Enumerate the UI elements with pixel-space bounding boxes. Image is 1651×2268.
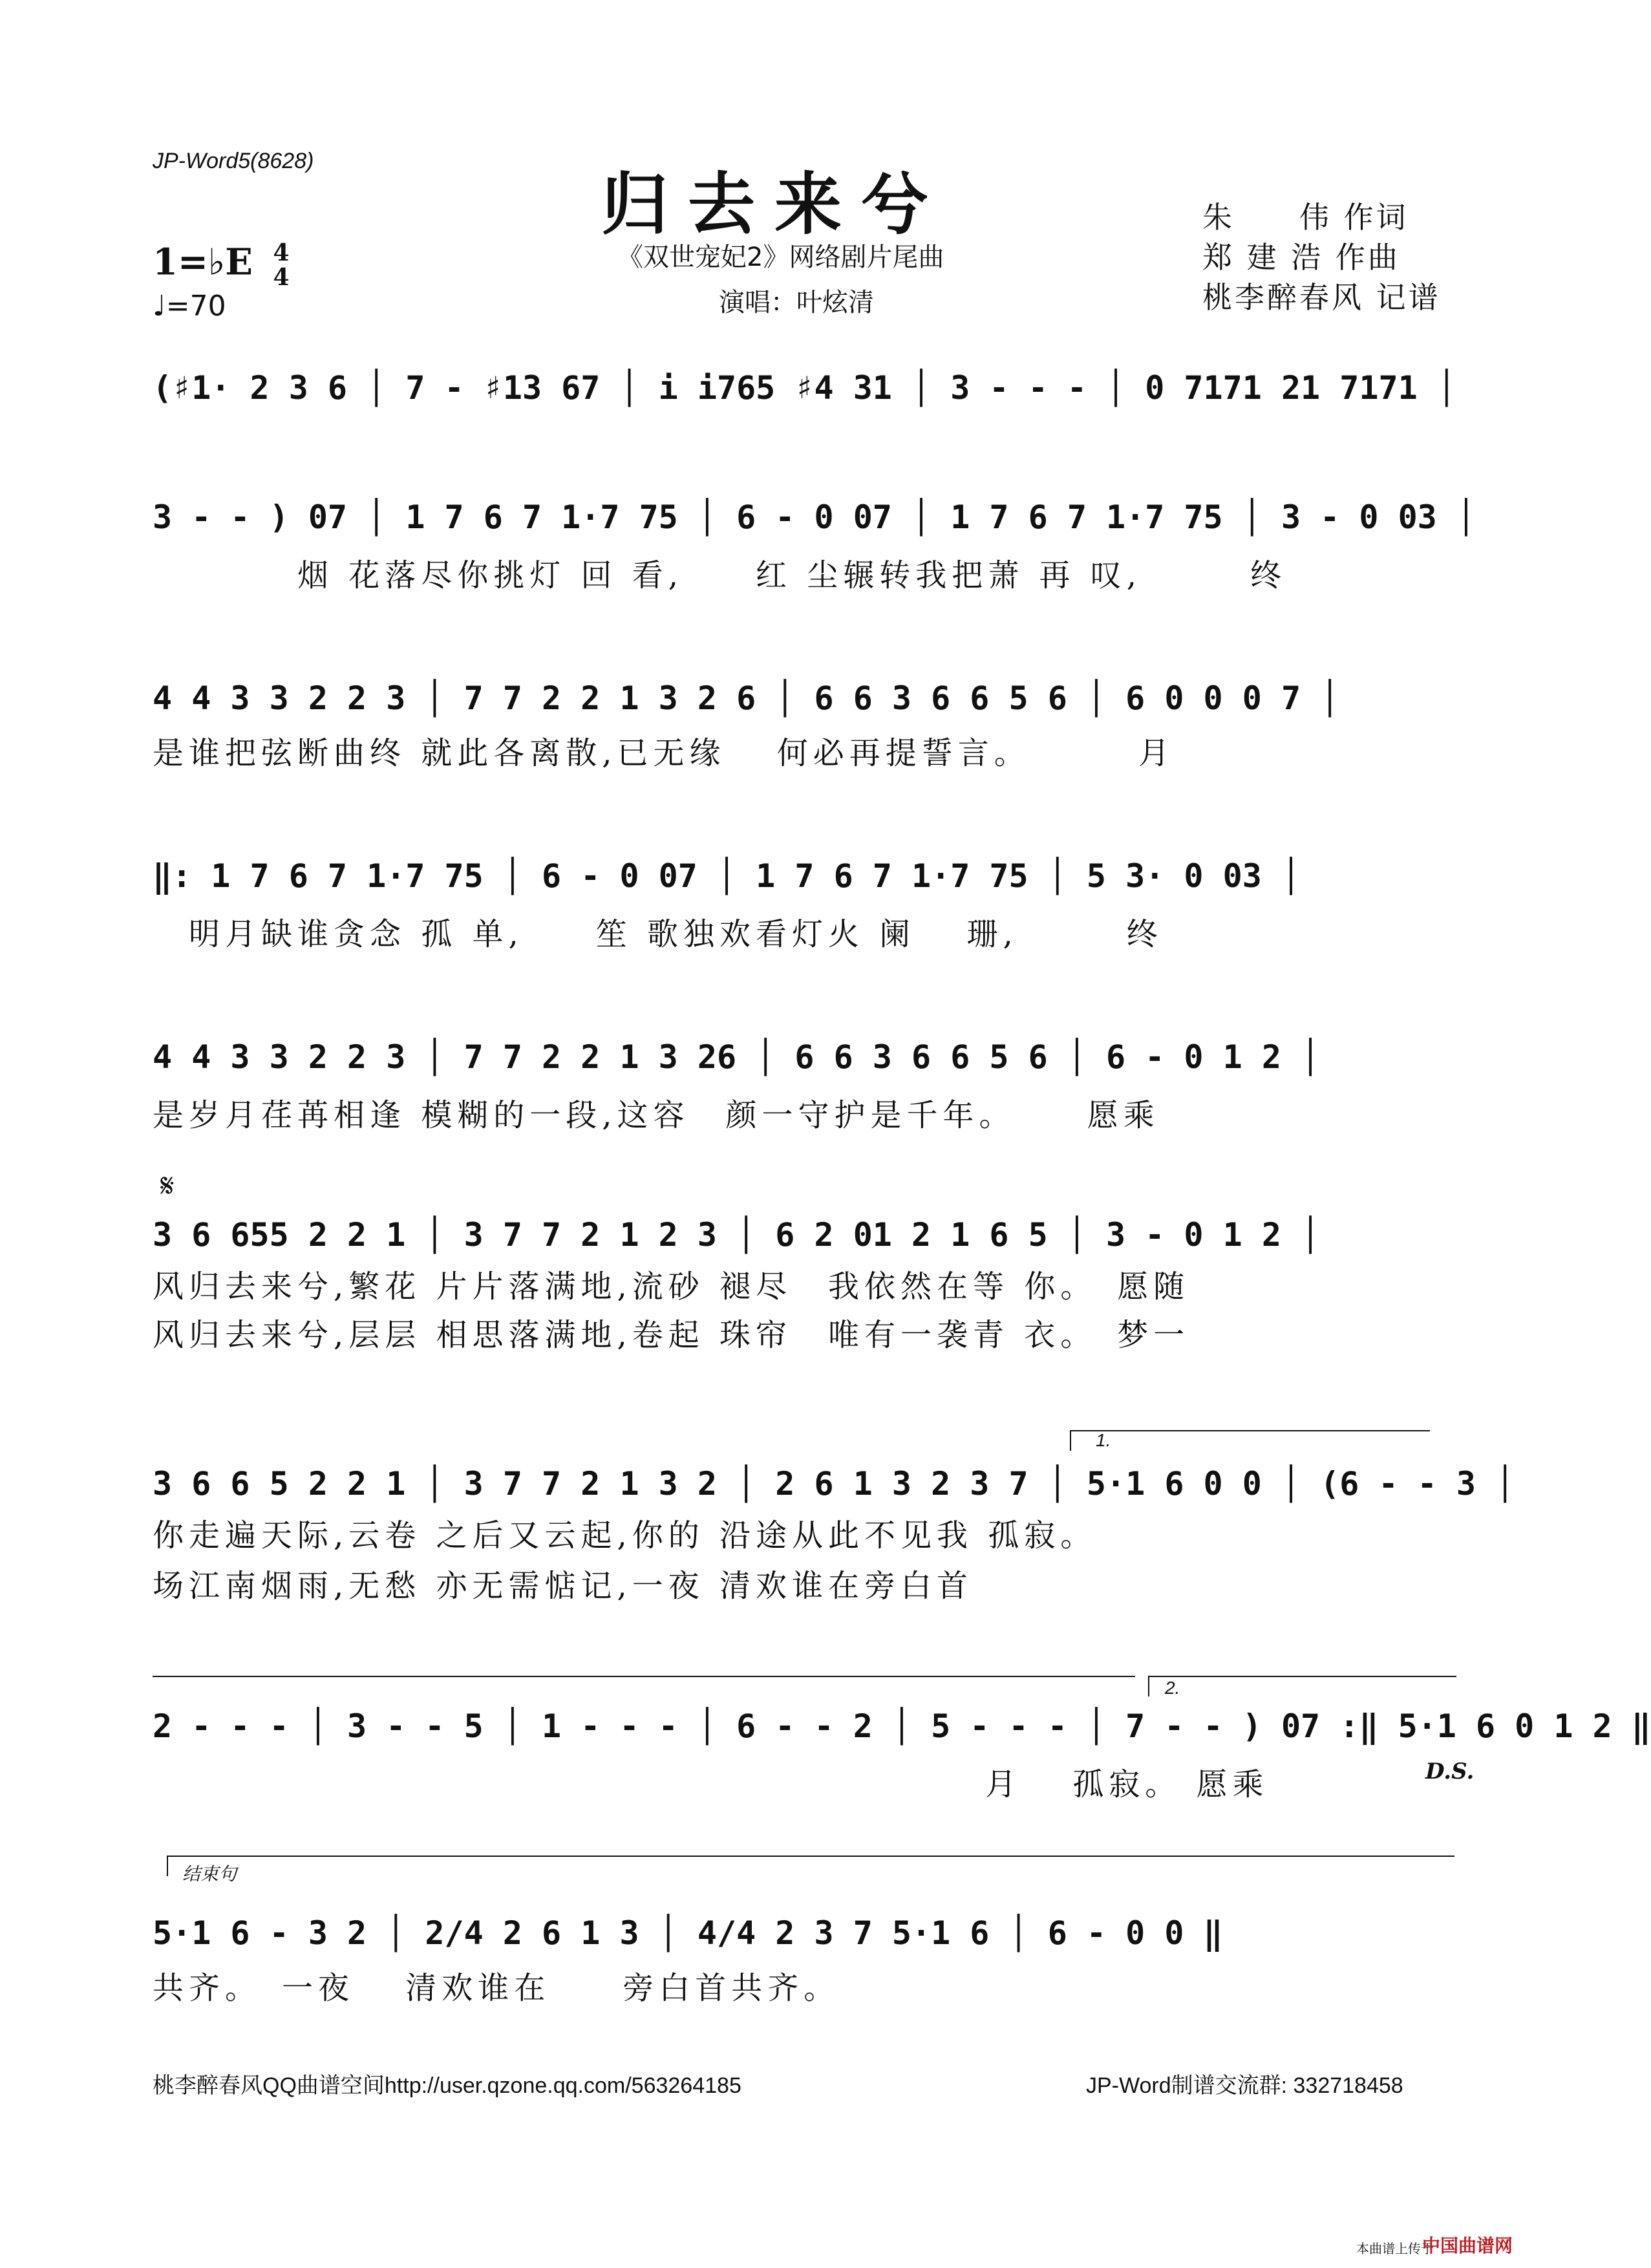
first-ending-bracket [1070, 1430, 1430, 1451]
song-title: 归去来兮 [601, 165, 948, 244]
tempo-marking: ♩=70 [153, 290, 226, 323]
notes-system-9: 5·1 6 - 3 2 │ 2/4 2 6 1 3 │ 4/4 2 3 7 5·1 6 │ 6 - 0 0 ‖ [153, 1914, 1223, 1952]
notes-system-6: 3 6 655 2 2 1 │ 3 7 7 2 1 2 3 │ 6 2 01 2 1 6 5 │ 3 - 0 1 2 │ [153, 1216, 1321, 1254]
notes-system-2: 3 - - ) 07 │ 1 7 6 7 1·7 75 │ 6 - 0 07 │ 1 7 6 7 1·7 75 │ 3 - 0 03 │ [153, 498, 1476, 536]
second-ending-label: 2. [1165, 1678, 1180, 1698]
first-ending-label: 1. [1096, 1430, 1111, 1450]
lyrics-system-6-verse-2: 风归去来兮,层层 相思落满地,卷起 珠帘 唯有一袭青 衣。 梦一 [153, 1317, 1190, 1353]
site-logo: 中国曲谱网 [1422, 2235, 1513, 2256]
lyrics-system-6-verse-1: 风归去来兮,繁花 片片落满地,流砂 褪尽 我依然在等 你。 愿随 [153, 1268, 1190, 1305]
notes-system-7: 3 6 6 5 2 2 1 │ 3 7 7 2 1 3 2 │ 2 6 1 3 2 3 7 │ 5·1 6 0 0 │ (6 - - 3 │ [153, 1465, 1515, 1503]
upload-note: 本曲谱上传于 [1356, 2241, 1434, 2256]
lyrics-system-7-verse-2: 场江南烟雨,无愁 亦无需惦记,一夜 清欢谁在旁白首 [153, 1568, 974, 1604]
lyrics-system-2: 烟 花落尽你挑灯 回 看, 红 尘辗转我把萧 再 叹, 终 [153, 557, 1287, 594]
lyrics-system-3: 是谁把弦断曲终 就此各离散,已无缘 何必再提誓言。 月 [153, 735, 1175, 771]
coda-bracket [167, 1856, 1454, 1876]
lyrics-system-4: 明月缺谁贪念 孤 单, 笙 歌独欢看灯火 阑 珊, 终 [153, 916, 1163, 952]
first-ending-continuation [153, 1676, 1135, 1696]
lyrics-system-8: 月 孤寂。 愿乘 [153, 1766, 1269, 1803]
notes-system-1: (♯1· 2 3 6 │ 7 - ♯13 67 │ i i765 ♯4 31 │ 3 - - - │ 0 7171 21 7171 │ [153, 369, 1456, 407]
lyrics-system-5: 是岁月荏苒相逢 模糊的一段,这容 颜一守护是千年。 愿乘 [153, 1097, 1160, 1133]
singer-credit: 演唱：叶炫清 [719, 288, 874, 317]
transcriber-credit: 桃李醉春风 记谱 [1202, 280, 1441, 315]
second-ending-bracket [1148, 1676, 1456, 1696]
dal-segno-mark: D.S. [1425, 1759, 1475, 1784]
key-signature [153, 241, 290, 290]
time-top: 4 [273, 239, 290, 266]
footer-source: 桃李醉春风QQ曲谱空间http://user.qzone.qq.com/563264185 [153, 2073, 741, 2098]
notes-system-5: 4 4 3 3 2 2 3 │ 7 7 2 2 1 3 26 │ 6 6 3 6 6 5 6 │ 6 - 0 1 2 │ [153, 1038, 1321, 1076]
segno-sign: 𝄋 [160, 1167, 175, 1204]
time-signature [273, 241, 289, 290]
software-label: JP-Word5(8628) [153, 149, 314, 173]
key-label: 1=♭E [153, 241, 253, 284]
coda-label: 结束句 [182, 1863, 237, 1885]
song-subtitle: 《双世宠妃2》网络剧片尾曲 [617, 242, 944, 272]
notes-system-8: 2 - - - │ 3 - - 5 │ 1 - - - │ 6 - - 2 │ 5 - - - │ 7 - - ) 07 :‖ 5·1 6 0 1 2 ‖ [153, 1707, 1651, 1745]
lyrics-system-7-verse-1: 你走遍天际,云卷 之后又云起,你的 沿途从此不见我 孤寂。 [153, 1517, 1097, 1554]
lyricist-credit: 朱 伟 作词 [1202, 200, 1409, 235]
time-bottom: 4 [273, 264, 290, 291]
notes-system-4: ‖: 1 7 6 7 1·7 75 │ 6 - 0 07 │ 1 7 6 7 1·7 75 │ 5 3· 0 03 │ [153, 857, 1301, 895]
composer-credit: 郑 建 浩 作曲 [1202, 240, 1400, 275]
notes-system-3: 4 4 3 3 2 2 3 │ 7 7 2 2 1 3 2 6 │ 6 6 3 6 6 5 6 │ 6 0 0 0 7 │ [153, 679, 1340, 717]
lyrics-system-9: 共齐。 一夜 清欢谁在 旁白首共齐。 [153, 1970, 840, 2006]
footer-group: JP-Word制谱交流群: 332718458 [1086, 2073, 1403, 2098]
